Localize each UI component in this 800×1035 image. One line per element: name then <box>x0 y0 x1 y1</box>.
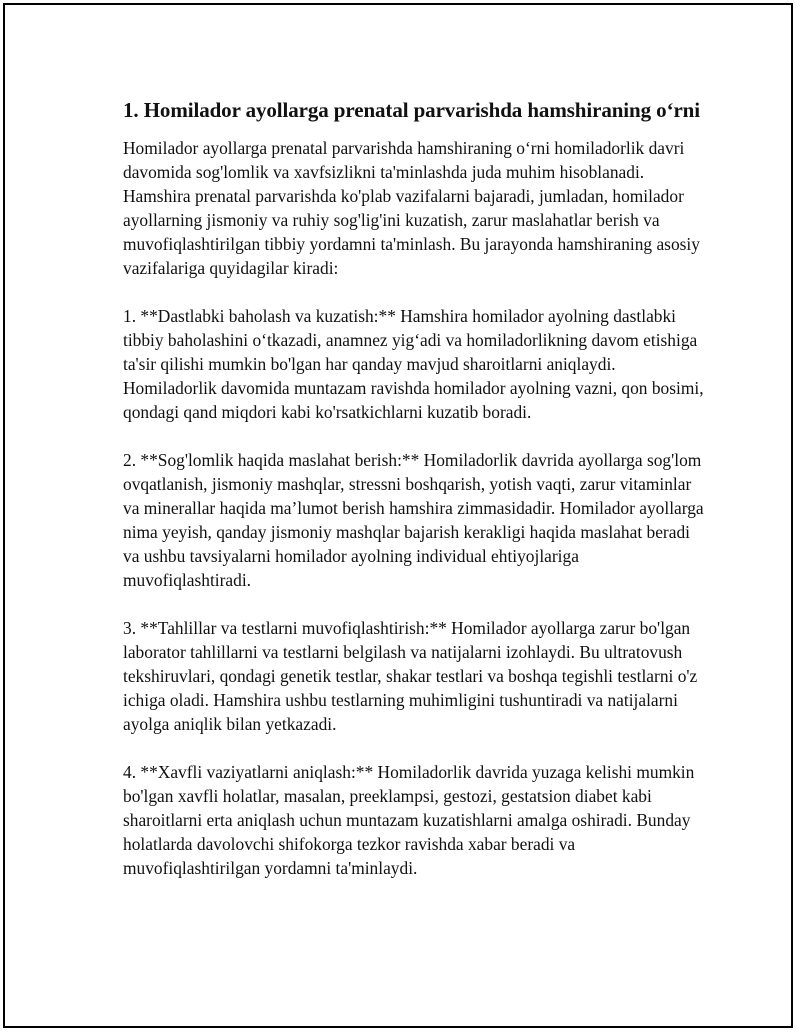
paragraph-initial-assessment: 1. **Dastlabki baholash va kuzatish:** Hamshira homilador ayolning dastlabki tibbiy baholashini o‘tkazadi, anamnez yig‘adi va homiladorlikning davom etishiga ta'sir qilishi mumkin bo'lgan har qanday mavjud sharoitlarni aniqlaydi. Homiladorlik davomida muntazam ravishda homilador ayolning vazni, qon bosimi, qondagi qand miqdori kabi ko'rsatkichlarni kuzatib boradi. <box>123 306 704 422</box>
document-body <box>123 97 708 904</box>
paragraph-health-advice: 2. **Sog'lomlik haqida maslahat berish:** Homiladorlik davrida ayollarga sog'lom ovqatlanish, jismoniy mashqlar, stressni boshqarish, yotish vaqti, zarur vitaminlar va minerallar haqida ma’lumot berish hamshira zimmasidadir. Homilador ayollarga nima yeyish, qanday jismoniy mashqlar bajarish kerakligi haqida maslahat beradi va ushbu tavsiyalarni homilador ayolning individual ehtiyojlariga muvofiqlashtiradi. <box>123 450 704 590</box>
intro-paragraph: Homilador ayollarga prenatal parvarishda hamshiraning o‘rni homiladorlik davri davomida sog'lomlik va xavfsizlikni ta'minlashda juda muhim hisoblanadi. Hamshira prenatal parvarishda ko'plab vazifalarni bajaradi, jumladan, homilador ayollarning jismoniy va ruhiy sog'lig'ini kuzatish, zarur maslahatlar berish va muvofiqlashtirilgan tibbiy yordamni ta'minlash. Bu jarayonda hamshiraning asosiy vazifalariga quyidagilar kiradi: <box>123 138 700 278</box>
document-title: 1. Homilador ayollarga prenatal parvarishda hamshiraning o‘rni <box>123 98 700 122</box>
paragraph-tests-coordination: 3. **Tahlillar va testlarni muvofiqlashtirish:** Homilador ayollarga zarur bo'lgan laborator tahlillarni va testlarni belgilash va natijalarni izohlaydi. Bu ultratovush tekshiruvlari, qondagi genetik testlar, shakar testlari va boshqa tegishli testlarni o'z ichiga oladi. Hamshira ushbu testlarning muhimligini tushuntiradi va natijalarni ayolga aniqlik bilan yetkazadi. <box>123 618 698 734</box>
paragraph-risk-detection: 4. **Xavfli vaziyatlarni aniqlash:** Homiladorlik davrida yuzaga kelishi mumkin bo'lgan xavfli holatlar, masalan, preeklampsi, gestozi, gestatsion diabet kabi sharoitlarni erta aniqlash uchun muntazam kuzatishlarni amalga oshiradi. Bunday holatlarda davolovchi shifokorga tezkor ravishda xabar beradi va muvofiqlashtirilgan yordamni ta'minlaydi. <box>123 762 695 878</box>
page-frame <box>3 3 793 1028</box>
